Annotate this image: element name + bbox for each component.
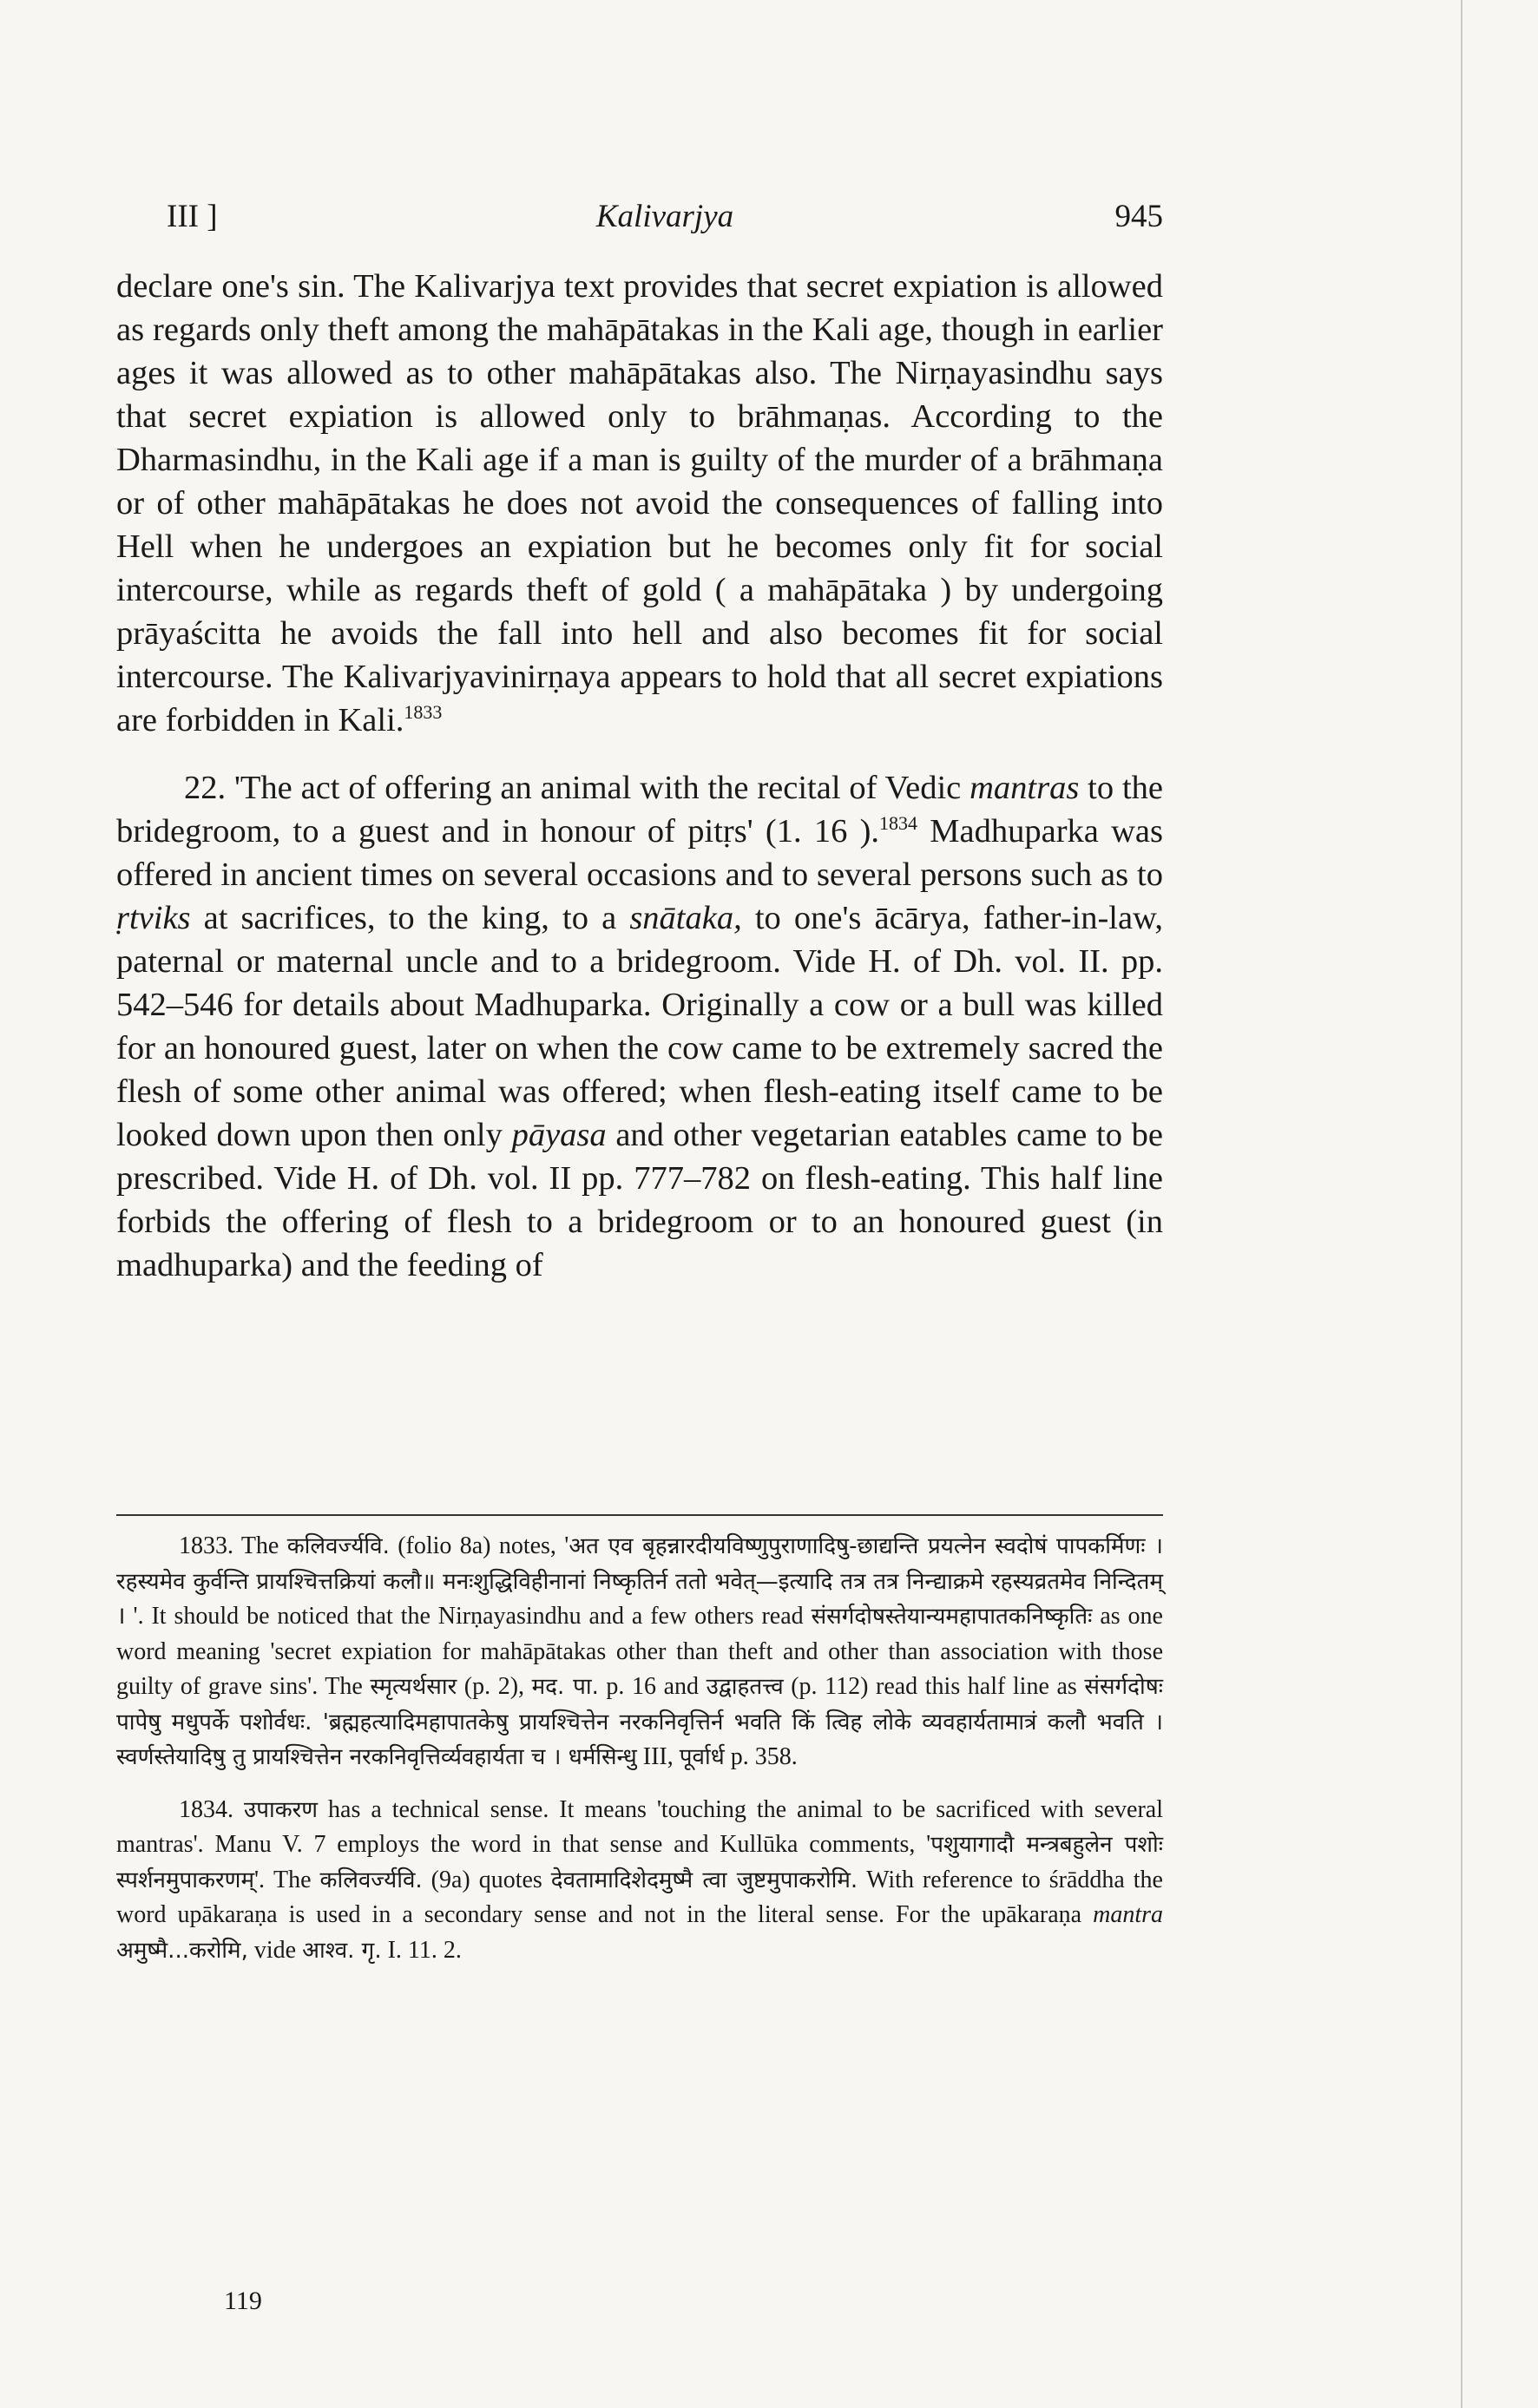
fn-text: has a technical sense. It means 'touching the animal to be sacrificed with several mantras'. Manu V. 7 employs the word in that sense and Kullūka comments, ' — [116, 1795, 1163, 1858]
fn-devanagari: संसर्गदोषः पापेषु मधुपर्के पशोर्वधः. 'ब्रह्महत्यादिमहापातकेषु प्रायश्चित्तेन नरकनिवृत्तिर्न भवति किं त्विह लोके व्यवहार्यतामात्रं कलौ भवति । स्वर्णस्तेयादिषु तु प्रायश्चित्तेन नरकनिवृत्तिर्व्यवहार्यता च । धर्मसिन्धु — [116, 1674, 1163, 1770]
fn-devanagari: मद. पा. — [531, 1674, 599, 1700]
fn-devanagari: उपाकरण — [243, 1796, 319, 1823]
footnote-ref-1833: 1833 — [404, 701, 443, 724]
fn-text: (9a) quotes — [422, 1866, 551, 1893]
paragraph-2-text-e: to one's ācārya, father-in-law, paternal or maternal uncle and to a bridegroom. Vide H. of Dh. vol. II. pp. 542–546 for details about Madhuparka. Originally a cow or a bull was killed for an honoured guest, later on when the cow came to be extremely sacred the flesh of some other animal was offered; when flesh-eating itself came to be looked down upon then only — [116, 900, 1163, 1153]
footnote-1833 — [116, 1529, 1163, 1775]
running-header — [167, 198, 1163, 250]
footnote-ref-1834: 1834 — [879, 812, 918, 835]
footnote-number: 1834. — [179, 1795, 233, 1823]
fn-text: (folio 8a) notes, ' — [389, 1532, 569, 1559]
fn-text: The — [233, 1532, 287, 1559]
fn-devanagari: आश्व. गृ. — [302, 1937, 382, 1964]
paragraph-2-text-d: at sacrifices, to the king, to a — [190, 900, 630, 936]
fn-text: as one word meaning 'secret expiation for mahāpātakas other than theft and other than association with those guilty of grave sins'. The — [116, 1603, 1163, 1700]
running-title: Kalivarjya — [595, 199, 734, 234]
paragraph-2-text-f: and other vegetarian eatables came to be prescribed. Vide H. of Dh. vol. II pp. 777–782 on flesh-eating. This half line forbids the offering of flesh to a bridegroom or to an honoured guest (in madhuparka) and the feeding of — [116, 1117, 1164, 1283]
signature-mark: 119 — [224, 2287, 262, 2315]
binding-edge-line — [1461, 0, 1462, 2408]
fn-devanagari: पूर्वार्ध — [679, 1744, 725, 1770]
fn-text: '. The — [254, 1866, 320, 1893]
fn-text: (p. 112) read this half line as — [783, 1673, 1085, 1700]
fn-text: । '. It should be noticed that the Nirṇayasindhu and a few others read — [116, 1603, 812, 1630]
fn-devanagari: कलिवर्ज्यवि. — [286, 1533, 390, 1559]
fn-devanagari: उद्वाहतत्त्व — [706, 1674, 784, 1700]
fn-devanagari: देवतामादिशेदमुष्मै त्वा जुष्टमुपाकरोमि. — [550, 1867, 858, 1893]
fn-devanagari: स्मृत्यर्थसार — [370, 1674, 457, 1700]
footnote-number: 1833. — [179, 1532, 233, 1559]
italic-snataka: snātaka, — [629, 900, 742, 936]
fn-text: p. 16 and — [598, 1673, 707, 1700]
paragraph-2-text-a: 22. 'The act of offering an animal with the recital of Vedic — [184, 770, 970, 806]
italic-payasa: pāyasa — [511, 1117, 607, 1153]
footnote-divider — [116, 1514, 1163, 1516]
fn-text: p. 358. — [724, 1743, 798, 1770]
paragraph-2-text-c: Madhuparka was offered in ancient times on several occasions and to several persons such as to — [116, 813, 1163, 893]
fn-text: I. 11. 2. — [381, 1936, 462, 1964]
chapter-marker: III ] — [167, 199, 218, 234]
italic-rtviks: ṛtviks — [116, 900, 191, 936]
fn-text: III, — [636, 1743, 680, 1770]
page-number: 945 — [1114, 199, 1163, 234]
fn-italic: mantra — [1093, 1901, 1163, 1928]
paragraph-1 — [116, 265, 1163, 742]
fn-text: vide — [247, 1936, 303, 1964]
footnote-1834 — [116, 1793, 1163, 1969]
fn-devanagari: अत एव बृहन्नारदीयविष्णुपुराणादिषु-छाद्यन्ति प्रयत्नेन स्वदोषं पापकर्मिणः । रहस्यमेव कुर्वन्ति प्रायश्चित्तक्रियां कलौ॥ मनःशुद्धिविहीनानां निष्कृतिर्न ततो भवेत्—इत्यादि तत्र तत्र निन्द्याक्रमे रहस्यव्रतमेव निन्दितम् — [116, 1533, 1163, 1595]
fn-devanagari: पशुयागादौ मन्त्रबहुलेन पशोः स्पर्शनमुपाकरणम् — [116, 1832, 1163, 1893]
fn-text: (p. 2), — [457, 1673, 532, 1700]
paragraph-2 — [116, 766, 1163, 1287]
fn-text: With reference to śrāddha the word upākaraṇa is used in a secondary sense and not in the literal sense. For the upākaraṇa — [116, 1866, 1163, 1928]
fn-devanagari: कलिवर्ज्यवि. — [319, 1867, 423, 1893]
main-text — [116, 265, 1163, 1287]
paragraph-1-text: declare one's sin. The Kalivarjya text provides that secret expiation is allowed as regards only theft among the mahāpātakas in the Kali age, though in earlier ages it was allowed as to other mahāpātakas also. The Nirṇayasindhu says that secret expiation is allowed only to brāhmaṇas. According to the Dharmasindhu, in the Kali age if a man is guilty of the murder of a brāhmaṇa or of other mahāpātakas he does not avoid the consequences of falling into Hell when he undergoes an expiation but he becomes only fit for social intercourse, while as regards theft of gold ( a mahāpātaka ) by undergoing prāyaścitta he avoids the fall into hell and also becomes fit for social intercourse. The Kalivarjyavinirṇaya appears to hold that all secret expiations are forbidden in Kali. — [116, 268, 1163, 738]
italic-mantras: mantras — [969, 770, 1080, 806]
fn-devanagari: संसर्गदोषस्तेयान्यमहापातकनिष्कृतिः — [811, 1604, 1093, 1630]
footnotes — [116, 1529, 1163, 1968]
paragraph-2-text-b: to the bridegroom, to a guest and in honour of pitṛs' (1. 16 ). — [116, 770, 1163, 850]
fn-devanagari: अमुष्मै...करोमि, — [116, 1937, 248, 1964]
